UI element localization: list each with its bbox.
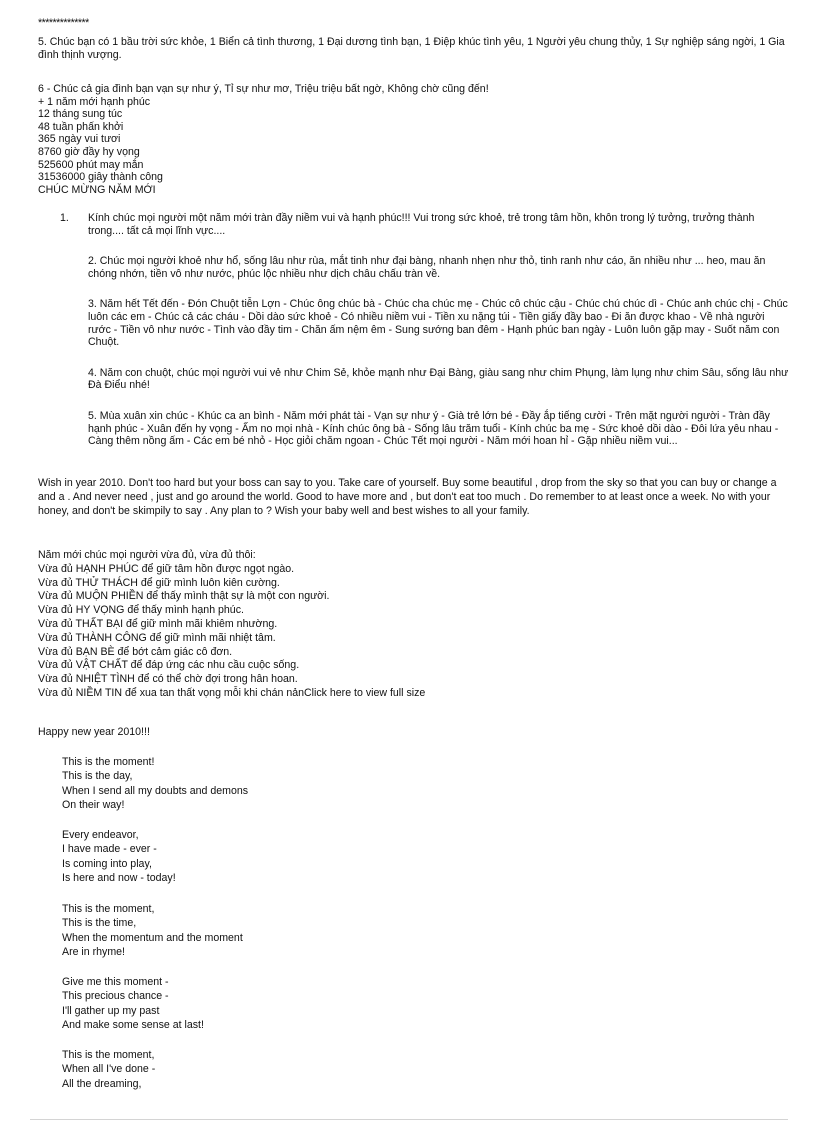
text-line: Vừa đủ NHIỆT TÌNH để có thể chờ đợi trong hân hoan. bbox=[38, 673, 298, 686]
english-wish-paragraph: Wish in year 2010. Don't too hard but your boss can say to you. Take care of yourself. Buy some beautiful , drop from the sky so that you can buy or change a and a . And never need , just and go around the world. Good to have more and , but don't eat too much . Do remember to at least once a week. No with your honey, and don't be skimpily to say . Any plan to ? Wish your baby well and best wishes to all your family. bbox=[38, 477, 777, 517]
poem-stanza bbox=[62, 975, 362, 1033]
poem-line: And make some sense at last! bbox=[62, 1019, 204, 1032]
poem-line: This is the moment, bbox=[62, 1049, 155, 1061]
list-item-text: Kính chúc mọi người một năm mới tràn đầy niềm vui và hạnh phúc!!! Vui trong sức khoẻ, trẻ trong tâm hồn, khôn trong lý tưởng, trưởng thành trong.... tất cả mọi lĩnh vực.... bbox=[88, 212, 755, 237]
text-line: 31536000 giây thành công bbox=[38, 171, 163, 184]
poem-line: All the dreaming, bbox=[62, 1077, 142, 1090]
poem-line: When the momentum and the moment bbox=[62, 931, 243, 944]
separator: ************** bbox=[38, 17, 89, 29]
wish-list bbox=[60, 212, 790, 448]
text-line: Năm mới chúc mọi người vừa đủ, vừa đủ thôi: bbox=[38, 549, 256, 561]
poem-line: This is the time, bbox=[62, 917, 137, 930]
poem-stanza bbox=[62, 828, 362, 886]
list-item-text: 3. Năm hết Tết đến - Đón Chuột tiễn Lợn - Chúc ông chúc bà - Chúc cha chúc mẹ - Chúc cô chúc cậu - Chúc chú chúc dì - Chúc anh chúc chị - Chúc luôn các em - Chúc cả các cháu - Dồi dào sức khoẻ - Có nhiều niềm vui - Tiền xu nặng túi - Tiền giấy đầy bao - Đi ăn được khao - Về nhà người rước - Tiền vô như nước - Tình vào đầy tim - Chăn ấm nệm êm - Sung sướng ban đêm - Hạnh phúc ban ngày - Luôn luôn gặp may - Suốt năm con Chuột. bbox=[88, 298, 788, 349]
poem-stanza bbox=[62, 1048, 362, 1091]
list-item bbox=[60, 212, 790, 448]
poem-line: This is the day, bbox=[62, 770, 133, 783]
vietnamese-poem bbox=[38, 549, 788, 701]
text-line: Vừa đủ MUỘN PHIỀN để thấy mình thật sự là một con người. bbox=[38, 590, 330, 603]
text-line: 8760 giờ đầy hy vọng bbox=[38, 145, 140, 158]
poem-line: I'll gather up my past bbox=[62, 1004, 160, 1017]
text-line: 12 tháng sung túc bbox=[38, 108, 123, 121]
wish-paragraph-5: 5. Chúc bạn có 1 bầu trời sức khỏe, 1 Biển cả tình thương, 1 Đại dương tình bạn, 1 Điệp khúc tình yêu, 1 Người yêu chung thủy, 1 Sự nghiệp sáng ngời, 1 Gia đình thịnh vượng. bbox=[38, 36, 785, 61]
poem-line: Every endeavor, bbox=[62, 829, 139, 841]
text-line: Vừa đủ THỬ THÁCH để giữ mình luôn kiên cường. bbox=[38, 576, 280, 589]
happy-new-year-line: Happy new year 2010!!! bbox=[38, 726, 150, 738]
text-line: CHÚC MỪNG NĂM MỚI bbox=[38, 183, 156, 196]
poem-line: On their way! bbox=[62, 799, 125, 812]
poem-line: Is coming into play, bbox=[62, 857, 152, 870]
poem-line: Is here and now - today! bbox=[62, 872, 176, 885]
text-line: 48 tuần phấn khởi bbox=[38, 120, 124, 133]
page-bottom-divider bbox=[30, 1119, 788, 1120]
list-item-text: 4. Năm con chuột, chúc mọi người vui vẻ như Chim Sẻ, khỏe mạnh như Đại Bàng, giàu sang như chim Phụng, làm lụng như chim Sâu, sống lâu như Đà Điểu nhé! bbox=[88, 366, 789, 392]
text-line: Vừa đủ THÀNH CÔNG để giữ mình mãi nhiệt tâm. bbox=[38, 631, 276, 644]
poem-line: This is the moment! bbox=[62, 756, 155, 768]
text-line: Vừa đủ BẠN BÈ để bớt cảm giác cô đơn. bbox=[38, 645, 233, 658]
text-line: Vừa đủ VẬT CHẤT để đáp ứng các nhu cầu cuộc sống. bbox=[38, 659, 300, 672]
poem-stanza bbox=[62, 755, 362, 813]
poem-line: I have made - ever - bbox=[62, 843, 157, 856]
poem-line: When all I've done - bbox=[62, 1063, 156, 1076]
list-item-text: 5. Mùa xuân xin chúc - Khúc ca an bình - Năm mới phát tài - Vạn sự như ý - Già trẻ lớn bé - Đầy ắp tiếng cười - Trên mặt người người - Tràn đầy hạnh phúc - Xuân đến hy vọng - Ấm no mọi nhà - Kính chúc ông bà - Sống lâu trăm tuổi - Kính chúc ba mẹ - Sức khoẻ dồi dào - Đôi lứa yêu nhau - Càng thêm nồng ấm - Các em bé nhỏ - Học giỏi chăm ngoan - Chúc Tết mọi người - Năm mới hoan hỉ - Gặp nhiều niềm vui... bbox=[88, 409, 779, 448]
text-line: 365 ngày vui tươi bbox=[38, 133, 121, 146]
poem-line: This precious chance - bbox=[62, 990, 169, 1003]
text-line: Vừa đủ HY VỌNG để thấy mình hạnh phúc. bbox=[38, 604, 244, 617]
list-number: 1. bbox=[60, 212, 69, 224]
text-line: 525600 phút may mắn bbox=[38, 158, 144, 171]
poem-line: Are in rhyme! bbox=[62, 946, 125, 959]
poem-line: Give me this moment - bbox=[62, 976, 169, 988]
list-item-text: 2. Chúc mọi người khoẻ như hổ, sống lâu như rùa, mắt tinh như đại bàng, nhanh nhẹn như thỏ, tinh ranh như cáo, ăn nhiều như ... heo, mau ăn chóng nhớn, tiền vô như nước, phúc lộc nhiều như dịch châu chấu tràn về. bbox=[88, 255, 766, 280]
text-line: + 1 năm mới hạnh phúc bbox=[38, 95, 151, 108]
poem-line: When I send all my doubts and demons bbox=[62, 784, 249, 797]
poem-stanza bbox=[62, 902, 362, 960]
text-line: 6 - Chúc cả gia đình bạn vạn sự như ý, Tỉ sự như mơ, Triệu triệu bất ngờ, Không chờ cũng đến! bbox=[38, 83, 489, 95]
text-line: Vừa đủ HẠNH PHÚC để giữ tâm hồn được ngọt ngào. bbox=[38, 562, 295, 575]
poem-line: This is the moment, bbox=[62, 903, 155, 915]
text-line: Vừa đủ THẤT BẠI để giữ mình mãi khiêm nhường. bbox=[38, 617, 278, 630]
text-line: Vừa đủ NIỀM TIN để xua tan thất vọng mỗi khi chán nảnClick here to view full size bbox=[38, 686, 426, 699]
wish-paragraph-6 bbox=[38, 83, 788, 196]
